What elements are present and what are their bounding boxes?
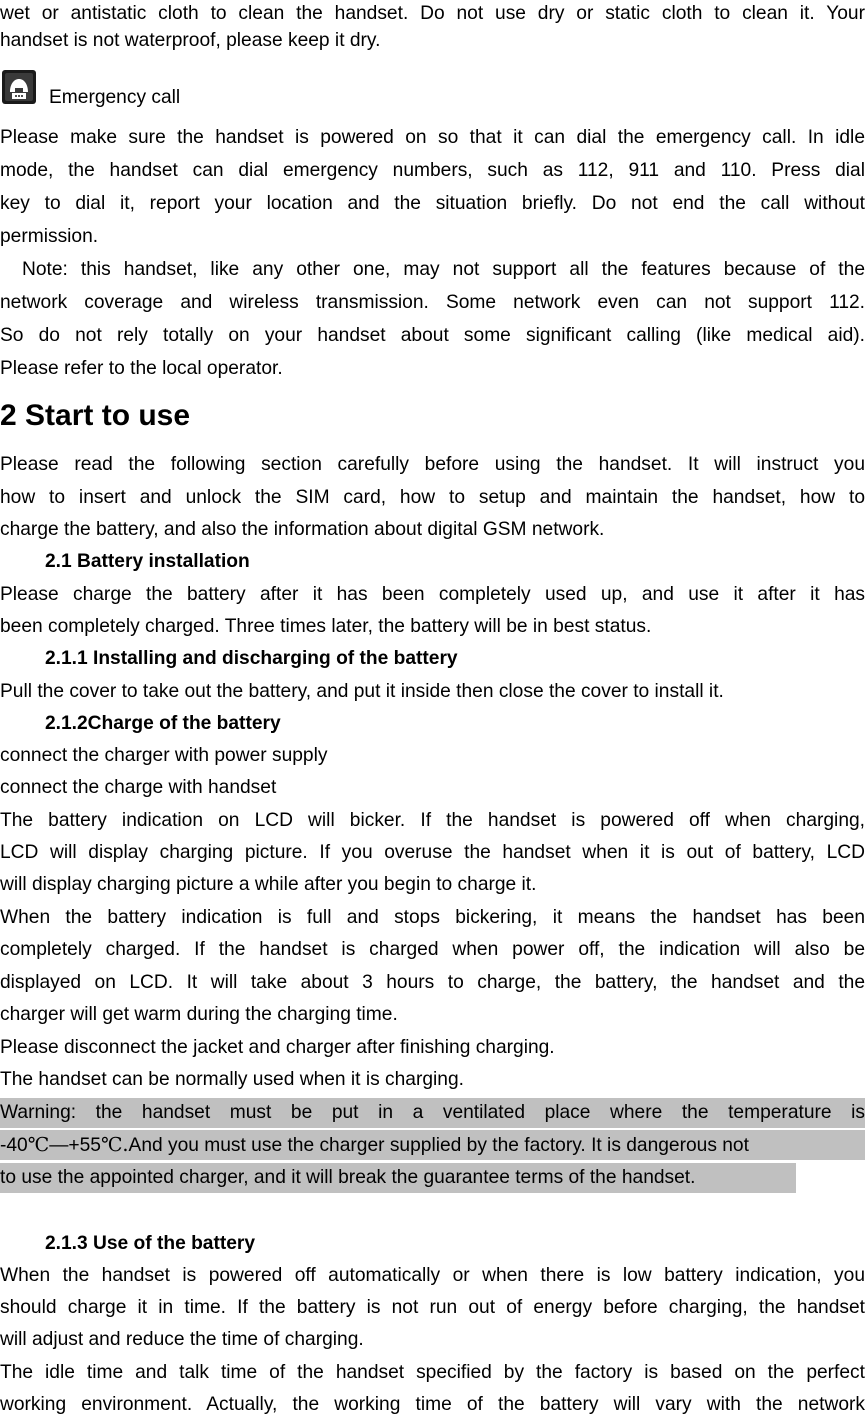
note-line: network coverage and wireless transmission. Some network even can not support 112. (0, 292, 865, 313)
paragraph-line: The handset can be normally used when it is charging. (0, 1069, 464, 1090)
warning-line: to use the appointed charger, and it will break the guarantee terms of the handset. (0, 1167, 696, 1188)
paragraph-line: The idle time and talk time of the handset specified by the factory is based on the perfect (0, 1362, 865, 1383)
paragraph-line: connect the charge with handset (0, 777, 277, 798)
paragraph-line: should charge it in time. If the battery is not run out of energy before charging, the handset (0, 1297, 865, 1318)
paragraph-line: will display charging picture a while after you begin to charge it. (0, 874, 537, 895)
paragraph-line: The battery indication on LCD will bicker. If the handset is powered off when charging, (0, 810, 865, 831)
paragraph-line: charge the battery, and also the information about digital GSM network. (0, 519, 605, 540)
paragraph-line: Please make sure the handset is powered on so that it can dial the emergency call. In idle (0, 127, 865, 148)
paragraph-line: Please charge the battery after it has been completely used up, and use it after it has (0, 584, 865, 605)
paragraph-line: how to insert and unlock the SIM card, how to setup and maintain the handset, how to (0, 487, 865, 508)
note-line: Please refer to the local operator. (0, 358, 283, 379)
paragraph-line: charger will get warm during the charging time. (0, 1004, 398, 1025)
paragraph-line: handset is not waterproof, please keep it dry. (0, 30, 381, 51)
warning-line: Warning: the handset must be put in a ventilated place where the temperature is (0, 1102, 865, 1123)
warning-temp-low: -40 (0, 1135, 28, 1156)
paragraph-line: When the battery indication is full and stops bickering, it means the handset has been (0, 907, 865, 928)
warning-line (0, 1129, 865, 1161)
paragraph-line: Please disconnect the jacket and charger after finishing charging. (0, 1037, 555, 1058)
paragraph-line: will adjust and reduce the time of charging. (0, 1329, 364, 1350)
paragraph-line: permission. (0, 226, 99, 247)
paragraph-line: mode, the handset can dial emergency numbers, such as 112, 911 and 110. Press dial (0, 160, 865, 181)
paragraph-line: completely charged. If the handset is charged when power off, the indication will also be (0, 939, 865, 960)
paragraph-line: connect the charger with power supply (0, 745, 328, 766)
paragraph-line: key to dial it, report your location and the situation briefly. Do not end the call without (0, 193, 865, 214)
note-line: Note: this handset, like any other one, may not support all the features because of the (22, 259, 865, 280)
paragraph-line: Pull the cover to take out the battery, and put it inside then close the cover to install it. (0, 681, 724, 702)
emergency-call-title: Emergency call (49, 87, 181, 108)
paragraph-line: Please read the following section carefully before using the handset. It will instruct you (0, 454, 865, 475)
paragraph-line: been completely charged. Three times later, the battery will be in best status. (0, 616, 652, 637)
note-line: So do not rely totally on your handset about some significant calling (like medical aid). (0, 325, 865, 346)
subsection-heading: 2.1.3 Use of the battery (45, 1233, 256, 1254)
warning-text: And you must use the charger supplied by the factory. It is dangerous not (128, 1135, 749, 1156)
paragraph-line: LCD will display charging picture. If you overuse the handset when it is out of battery, LCD (0, 842, 865, 863)
phone-handset-icon (2, 70, 36, 104)
subsection-heading: 2.1 Battery installation (45, 551, 250, 572)
paragraph-line: displayed on LCD. It will take about 3 hours to charge, the battery, the handset and the (0, 972, 865, 993)
paragraph-line: working environment. Actually, the working time of the battery will vary with the network (0, 1394, 865, 1415)
subsection-heading: 2.1.2Charge of the battery (45, 713, 281, 734)
warning-temp-high: —+55 (49, 1135, 101, 1156)
paragraph-line: wet or antistatic cloth to clean the handset. Do not use dry or static cloth to clean it. Your (0, 3, 865, 24)
celsius-unit: ℃ (27, 1133, 50, 1156)
section-heading: 2 Start to use (0, 399, 191, 432)
subsection-heading: 2.1.1 Installing and discharging of the battery (45, 648, 458, 669)
paragraph-line: When the handset is powered off automatically or when there is low battery indication, you (0, 1265, 865, 1286)
celsius-unit: ℃. (100, 1133, 129, 1156)
